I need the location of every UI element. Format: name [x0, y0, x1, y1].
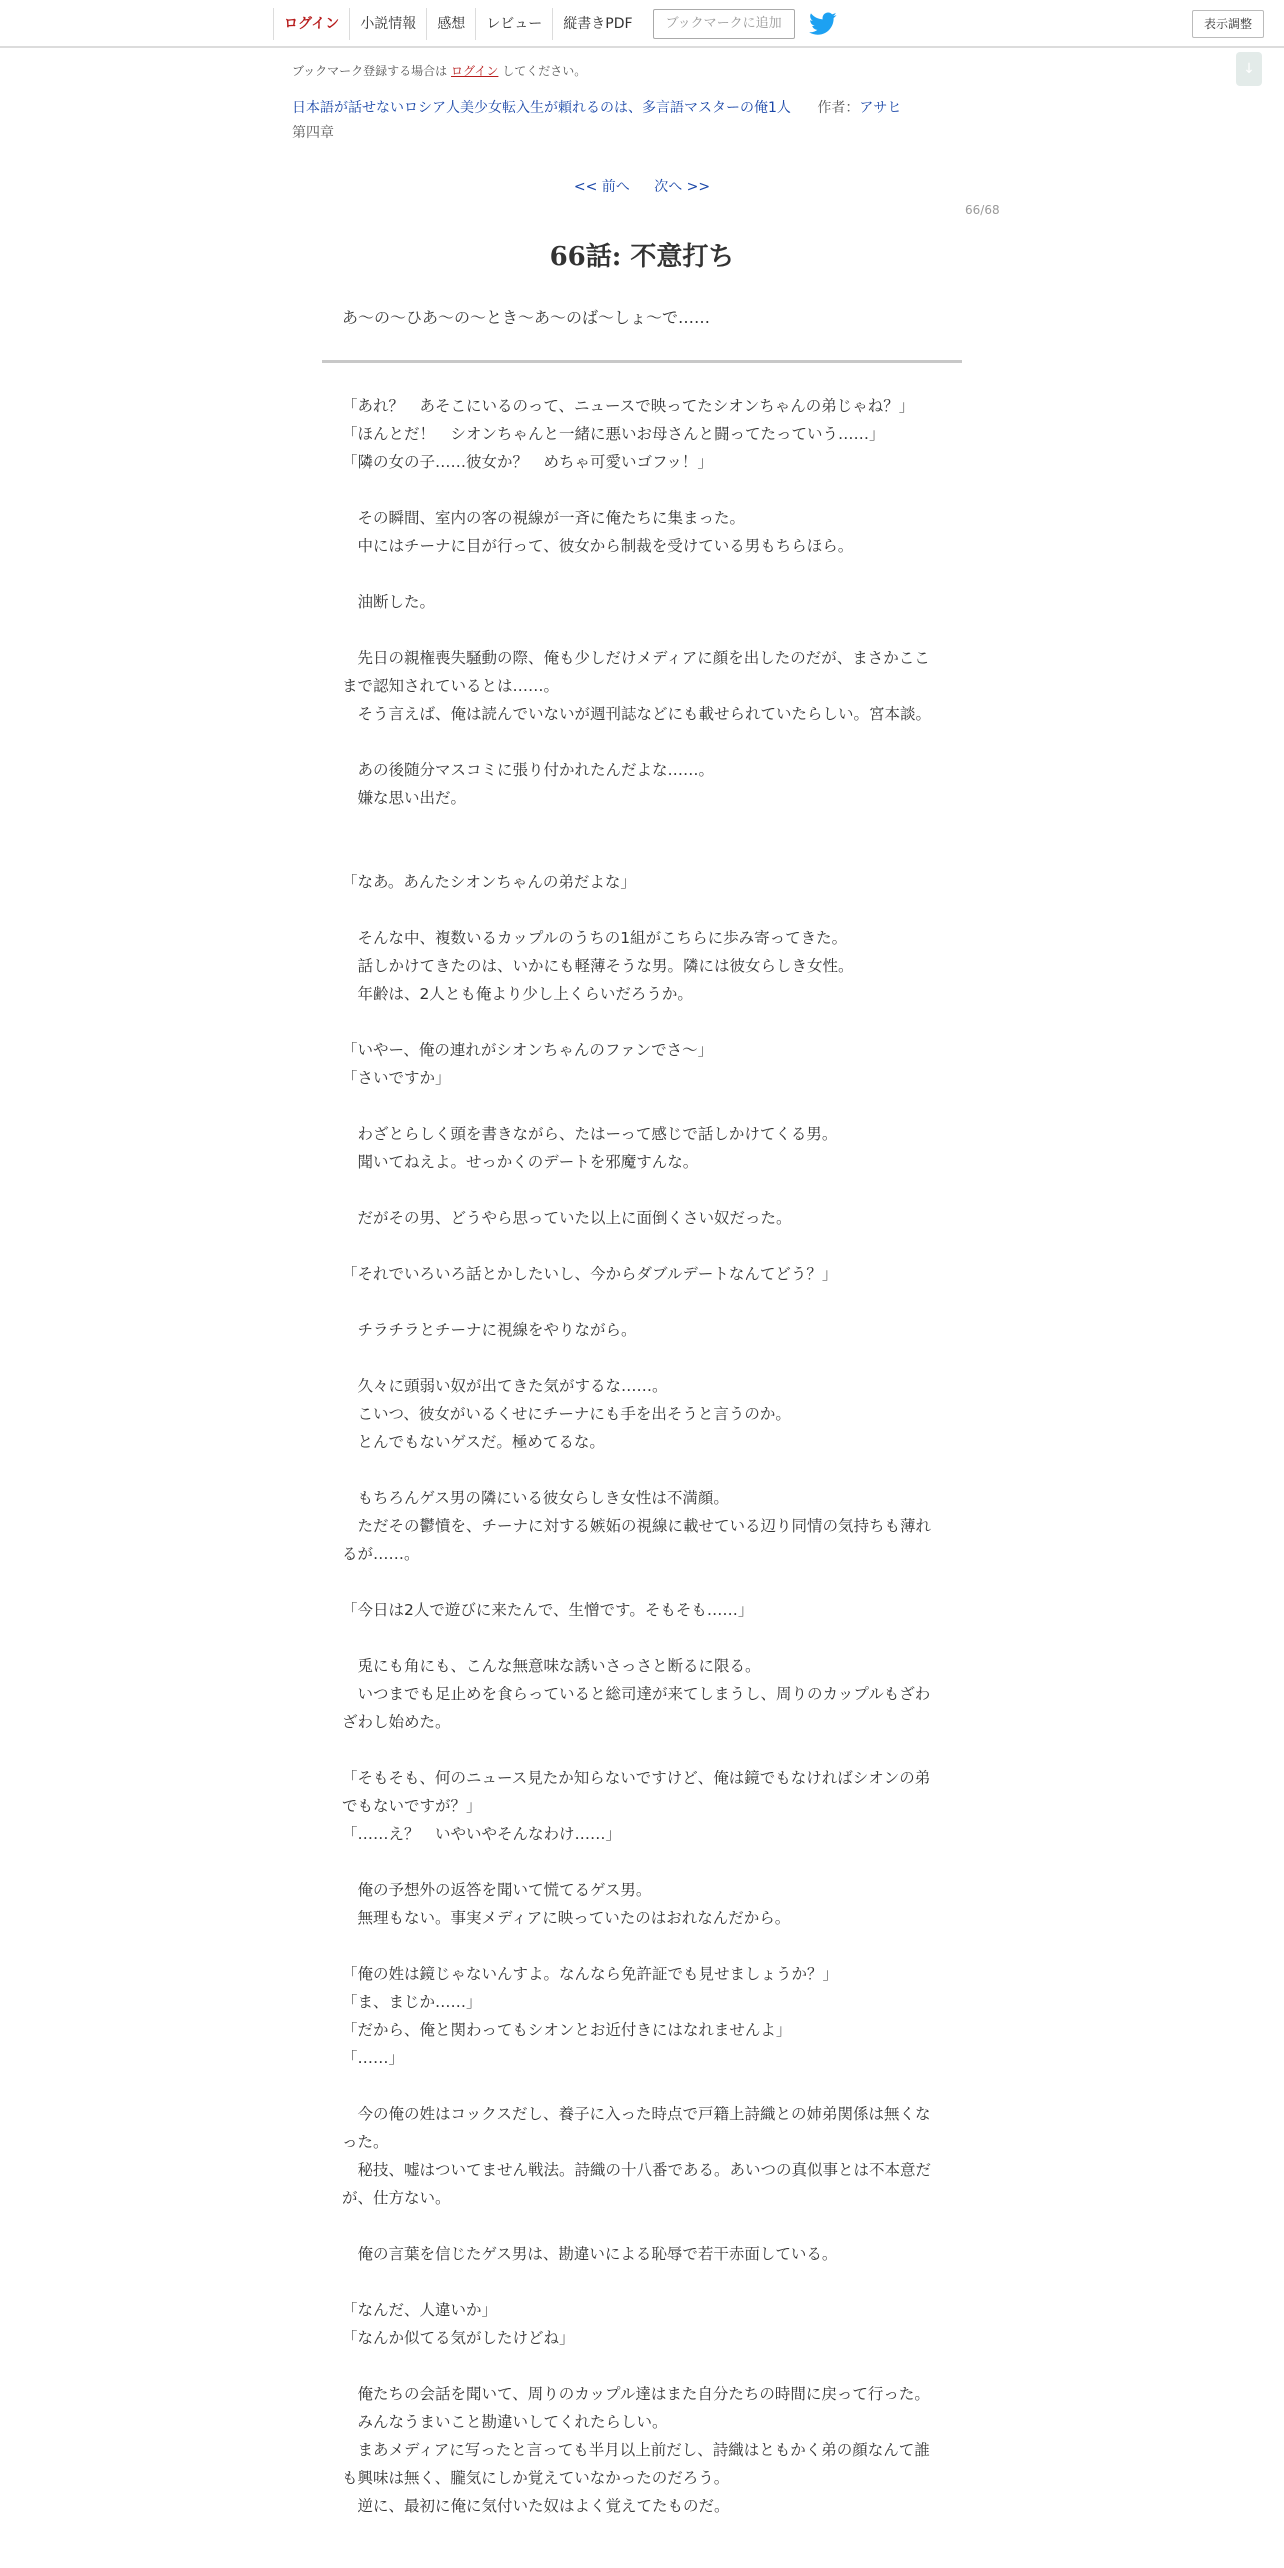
body-line	[342, 1008, 942, 1036]
body-line: みんなうまいこと勘違いしてくれたらしい。	[342, 2413, 668, 2431]
login-note-after: してください。	[502, 64, 587, 78]
preface-text: あ〜の〜ひあ〜の〜とき〜あ〜のば〜しょ〜で……	[342, 308, 711, 327]
novel-body	[342, 392, 942, 2520]
body-line: 「だから、俺と関わってもシオンとお近付きにはなれませんよ」	[342, 2021, 792, 2039]
body-line	[342, 896, 942, 924]
body-line	[342, 1736, 942, 1764]
body-line: そんな中、複数いるカップルのうちの1組がこちらに歩み寄ってきた。	[342, 929, 848, 947]
bookmark-add-button[interactable]: ブックマークに追加	[653, 9, 795, 39]
body-line: 「さいですか」	[342, 1069, 451, 1087]
body-line: 中にはチーナに目が行って、彼女から制裁を受けている男もちらほら。	[342, 537, 854, 555]
body-line: わざとらしく頭を書きながら、たはーって感じで話しかけてくる男。	[342, 1125, 838, 1143]
body-line: 俺たちの会話を聞いて、周りのカップル達はまた自分たちの時間に戻って行った。	[342, 2385, 930, 2403]
page-count: 66/68	[965, 203, 1000, 217]
body-line	[342, 476, 942, 504]
body-line	[342, 812, 942, 840]
next-link[interactable]: 次へ >>	[654, 179, 711, 195]
body-line	[342, 1568, 942, 1596]
divider	[322, 360, 962, 363]
display-settings-button[interactable]: 表示調整	[1192, 10, 1264, 38]
body-line: 「なんだ、人違いか」	[342, 2301, 498, 2319]
body-line: 「俺の姓は鏡じゃないんすよ。なんなら免許証でも見せましょうか？」	[342, 1965, 839, 1983]
top-header	[0, 0, 1284, 48]
body-line: 聞いてねえよ。せっかくのデートを邪魔すんな。	[342, 1153, 699, 1171]
body-line: いつまでも足止めを食らっていると総司達が来てしまうし、周りのカップルもざわざわし始めた。	[342, 1685, 931, 1731]
body-line	[342, 2212, 942, 2240]
body-line	[342, 1344, 942, 1372]
body-line	[342, 560, 942, 588]
body-line	[342, 1288, 942, 1316]
body-line: 油断した。	[342, 593, 436, 611]
body-line: チラチラとチーナに視線をやりながら。	[342, 1321, 637, 1339]
body-line: 「あれ？ あそこにいるのって、ニュースで映ってたシオンちゃんの弟じゃね？」	[342, 397, 915, 415]
body-line: 「そもそも、何のニュース見たか知らないですけど、俺は鏡でもなければシオンの弟でもないですが？」	[342, 1769, 931, 1815]
body-line: そう言えば、俺は読んでいないが週刊誌などにも載せられていたらしい。宮本談。	[342, 705, 932, 723]
author-link[interactable]: アサヒ	[859, 100, 902, 116]
body-line	[342, 1092, 942, 1120]
author-label: 作者：	[817, 100, 860, 116]
chapter-name: 第四章	[292, 125, 334, 141]
body-line: こいつ、彼女がいるくせにチーナにも手を出そうと言うのか。	[342, 1405, 791, 1423]
novel-title-line	[292, 97, 901, 117]
body-line	[342, 1624, 942, 1652]
body-line	[342, 840, 942, 868]
body-line: 今の俺の姓はコックスだし、養子に入った時点で戸籍上詩織との姉弟関係は無くなった。	[342, 2105, 931, 2151]
body-line	[342, 728, 942, 756]
body-line	[342, 2072, 942, 2100]
body-line: 俺の予想外の返答を聞いて慌てるゲス男。	[342, 1881, 652, 1899]
body-line	[342, 1176, 942, 1204]
body-line: その瞬間、室内の客の視線が一斉に俺たちに集まった。	[342, 509, 746, 527]
body-line: 「いやー、俺の連れがシオンちゃんのファンでさ〜」	[342, 1041, 714, 1059]
body-line: 先日の親権喪失騒動の際、俺も少しだけメディアに顔を出したのだが、まさかここまで認知されているとは……。	[342, 649, 930, 695]
prev-link[interactable]: << 前へ	[573, 179, 630, 195]
episode-title: 66話: 不意打ち	[549, 242, 735, 272]
body-line: 「隣の女の子……彼女か？ めちゃ可愛いゴフッ！」	[342, 453, 713, 471]
nav-novel-info[interactable]: 小説情報	[349, 8, 426, 40]
body-line: もちろんゲス男の隣にいる彼女らしき女性は不満顔。	[342, 1489, 729, 1507]
body-line: 「なあ。あんたシオンちゃんの弟だよな」	[342, 873, 636, 891]
body-line: 「なんか似てる気がしたけどね」	[342, 2329, 575, 2347]
body-line: 年齢は、2人とも俺より少し上くらいだろうか。	[342, 985, 693, 1003]
body-line: あの後随分マスコミに張り付かれたんだよな……。	[342, 761, 715, 779]
body-line	[342, 1232, 942, 1260]
body-line: 「今日は2人で遊びに来たんで、生憎です。そもそも……」	[342, 1601, 754, 1619]
body-line: だがその男、どうやら思っていた以上に面倒くさい奴だった。	[342, 1209, 792, 1227]
body-line: 「……」	[342, 2049, 405, 2067]
body-line: 嫌な思い出だ。	[342, 789, 467, 807]
body-line: 「ほんとだ！ シオンちゃんと一緒に悪いお母さんと闘ってたっていう……」	[342, 425, 885, 443]
body-line: 「ま、まじか……」	[342, 1993, 482, 2011]
login-note-before: ブックマーク登録する場合は	[292, 64, 448, 78]
body-line	[342, 1932, 942, 1960]
body-line: 無理もない。事実メディアに映っていたのはおれなんだから。	[342, 1909, 791, 1927]
body-line: 俺の言葉を信じたゲス男は、勘違いによる恥辱で若干赤面している。	[342, 2245, 838, 2263]
novel-title-link[interactable]: 日本語が話せないロシア人美少女転入生が頼れるのは、多言語マスターの俺1人	[292, 100, 791, 116]
body-line: とんでもないゲスだ。極めてるな。	[342, 1433, 605, 1451]
login-note-link[interactable]: ログイン	[451, 64, 499, 78]
body-line: 兎にも角にも、こんな無意味な誘いさっさと断るに限る。	[342, 1657, 761, 1675]
body-line: 秘技、嘘はついてません戦法。詩織の十八番である。あいつの真似事とは不本意だが、仕方ない。	[342, 2161, 932, 2207]
body-line: ただその鬱憤を、チーナに対する嫉妬の視線に載せている辺り同情の気持ちも薄れるが……。	[342, 1517, 932, 1563]
body-line	[342, 2352, 942, 2380]
body-line: 久々に頭弱い奴が出てきた気がするな……。	[342, 1377, 668, 1395]
body-line: まあメディアに写ったと言っても半月以上前だし、詩織はともかく弟の顔なんて誰も興味は無く、朧気にしか覚えていなかったのだろう。	[342, 2441, 930, 2487]
scroll-down-icon[interactable]: ↓	[1236, 52, 1262, 86]
body-line: 「……え？ いやいやそんなわけ……」	[342, 1825, 622, 1843]
nav-bar	[273, 8, 837, 40]
nav-impressions[interactable]: 感想	[426, 8, 475, 40]
nav-review[interactable]: レビュー	[475, 8, 552, 40]
nav-vertical-pdf[interactable]: 縦書きPDF	[552, 8, 642, 40]
body-line	[342, 2268, 942, 2296]
pager	[0, 176, 1284, 196]
nav-login[interactable]: ログイン	[273, 8, 349, 40]
body-line: 逆に、最初に俺に気付いた奴はよく覚えてたものだ。	[342, 2497, 730, 2515]
body-line	[342, 1848, 942, 1876]
body-line	[342, 616, 942, 644]
body-line: 話しかけてきたのは、いかにも軽薄そうな男。隣には彼女らしき女性。	[342, 957, 854, 975]
twitter-icon[interactable]	[809, 12, 837, 36]
body-line	[342, 1456, 942, 1484]
login-note	[292, 62, 586, 79]
body-line: 「それでいろいろ話とかしたいし、今からダブルデートなんてどう？」	[342, 1265, 838, 1283]
